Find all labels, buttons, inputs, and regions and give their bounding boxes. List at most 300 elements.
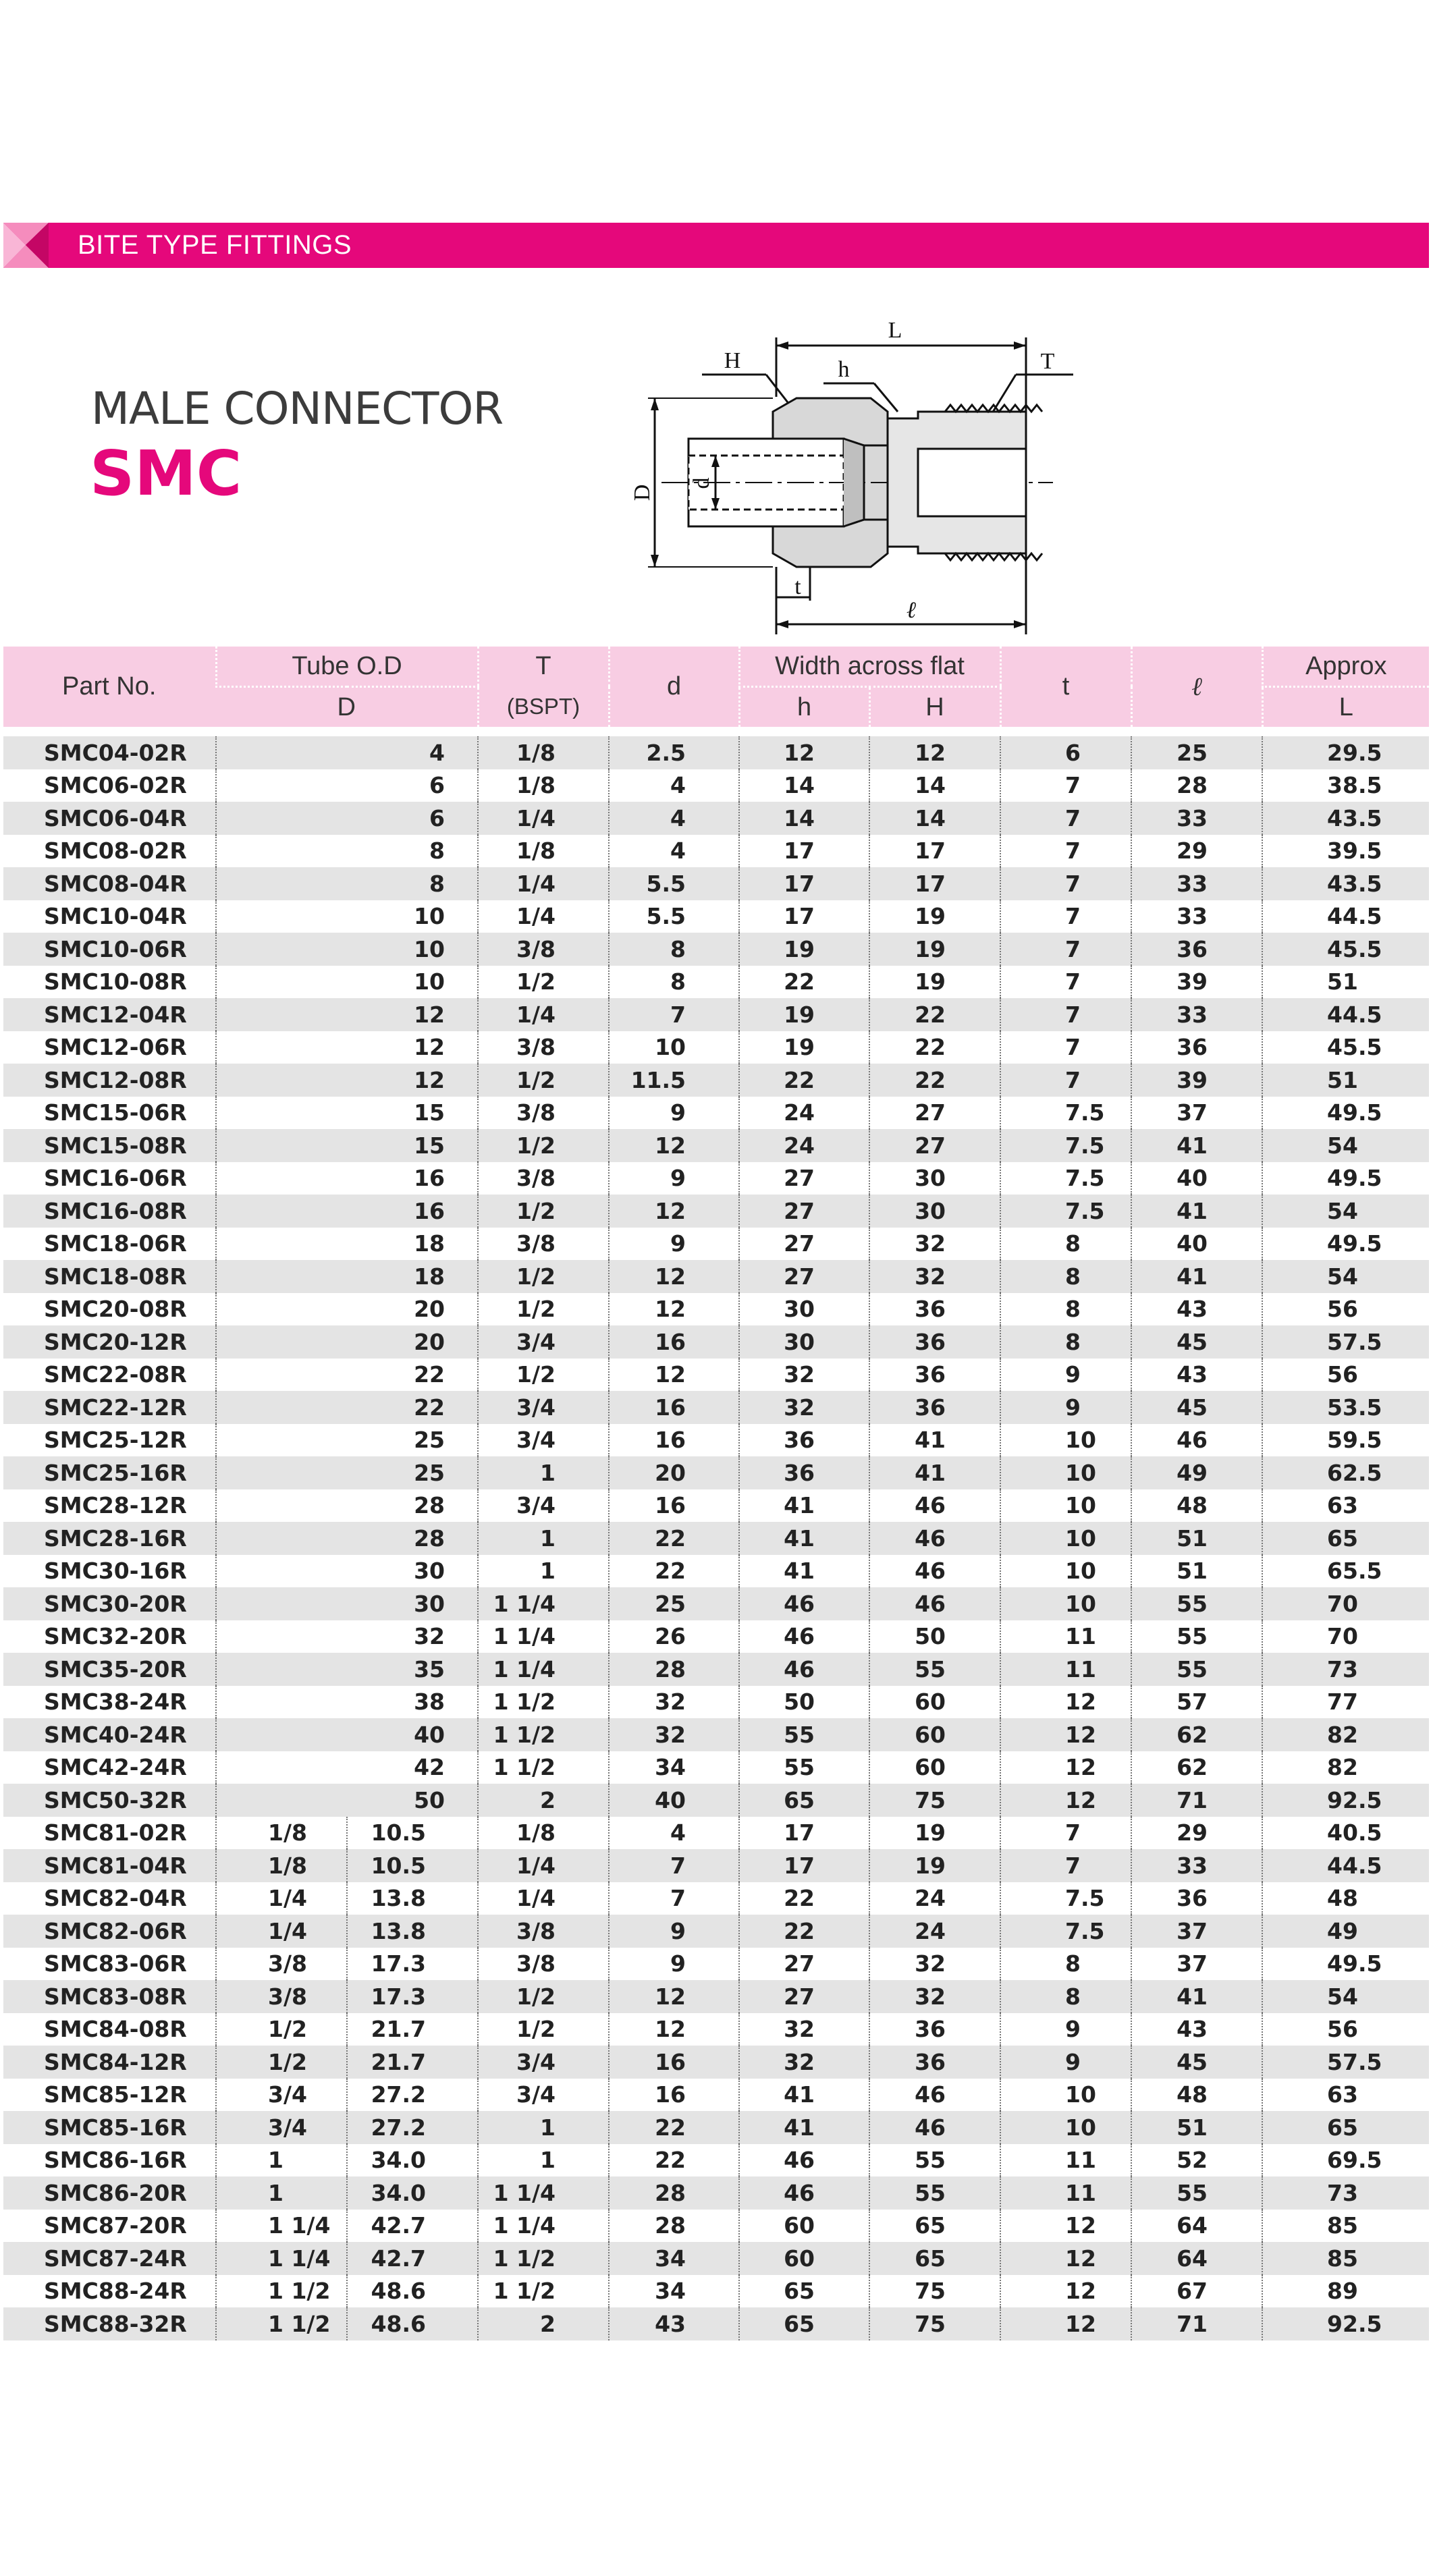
cell-thread-bspt: 1 1/2 [478,2275,609,2308]
dim-h-label: h [838,357,850,382]
cell-tube-od-inch: 1 [216,2144,347,2177]
cell-ell: 40 [1131,1228,1262,1261]
dim-D-label: D [630,484,655,501]
cell-ell: 33 [1131,998,1262,1031]
cell-flat-H: 30 [869,1195,1000,1228]
table-row [3,2111,1429,2144]
table-header-row-1 [3,647,1429,687]
cell-flat-H: 19 [869,966,1000,999]
cell-bore-d: 9 [609,1915,739,1948]
cell-flat-h: 46 [739,2176,869,2210]
cell-flat-H: 65 [869,2210,1000,2243]
cell-approx-L: 49.5 [1262,1948,1429,1981]
cell-tube-od: 12 [216,1031,478,1064]
cell-tube-od: 30 [216,1587,478,1620]
cell-bore-d: 4 [609,835,739,868]
cell-thread-bspt: 1 [478,1555,609,1588]
cell-part-no: SMC84-12R [3,2046,216,2079]
cell-flat-h: 19 [739,1031,869,1064]
cell-tube-od-mm: 13.8 [347,1915,478,1948]
table-row [3,900,1429,933]
cell-tube-od-mm: 48.6 [347,2307,478,2340]
cell-ell: 41 [1131,1980,1262,2013]
cell-tube-od: 50 [216,1784,478,1817]
cell-ell: 55 [1131,1620,1262,1653]
table-row [3,1948,1429,1981]
cell-t: 7.5 [1000,1129,1131,1162]
header-t-bspt: (BSPT) [478,687,609,728]
cell-ell: 46 [1131,1424,1262,1457]
cell-thread-bspt: 1 1/2 [478,2242,609,2275]
cell-thread-bspt: 1/4 [478,900,609,933]
cell-flat-h: 12 [739,736,869,769]
cell-ell: 33 [1131,900,1262,933]
cell-bore-d: 32 [609,1718,739,1751]
cell-approx-L: 54 [1262,1195,1429,1228]
cell-tube-od-inch: 1 1/4 [216,2242,347,2275]
table-row [3,966,1429,999]
cell-approx-L: 51 [1262,966,1429,999]
cell-thread-bspt: 1 1/2 [478,1686,609,1719]
dim-ell-label: ℓ [906,598,917,623]
cell-thread-bspt: 1/2 [478,2013,609,2046]
cell-flat-H: 55 [869,2144,1000,2177]
cell-ell: 36 [1131,1031,1262,1064]
cell-approx-L: 57.5 [1262,1325,1429,1359]
cell-part-no: SMC15-06R [3,1097,216,1130]
cell-bore-d: 34 [609,2275,739,2308]
cell-approx-L: 44.5 [1262,1849,1429,1882]
cell-tube-od-mm: 10.5 [347,1817,478,1850]
cell-t: 10 [1000,2079,1131,2112]
header-tube-od: Tube O.D [216,647,478,687]
cell-flat-H: 17 [869,867,1000,900]
cell-thread-bspt: 3/4 [478,1424,609,1457]
cell-bore-d: 4 [609,1817,739,1850]
cell-t: 8 [1000,1948,1131,1981]
cell-approx-L: 69.5 [1262,2144,1429,2177]
cell-thread-bspt: 3/4 [478,1489,609,1523]
table-row [3,1555,1429,1588]
cell-ell: 71 [1131,2307,1262,2340]
cell-part-no: SMC10-08R [3,966,216,999]
table-row [3,2176,1429,2210]
cell-flat-h: 46 [739,2144,869,2177]
cell-flat-h: 32 [739,1359,869,1392]
banner-title: BITE TYPE FITTINGS [78,230,352,260]
table-row [3,2046,1429,2079]
cell-flat-h: 27 [739,1195,869,1228]
cell-t: 7 [1000,1849,1131,1882]
cell-part-no: SMC82-06R [3,1915,216,1948]
cell-flat-H: 46 [869,1522,1000,1555]
cell-part-no: SMC18-06R [3,1228,216,1261]
cell-flat-H: 41 [869,1456,1000,1489]
cell-flat-h: 19 [739,933,869,966]
cell-t: 9 [1000,1359,1131,1392]
cell-tube-od: 16 [216,1195,478,1228]
cell-thread-bspt: 3/4 [478,2046,609,2079]
cell-flat-h: 41 [739,1555,869,1588]
cell-flat-h: 46 [739,1653,869,1686]
cell-flat-h: 60 [739,2210,869,2243]
cell-tube-od-mm: 17.3 [347,1980,478,2013]
cell-bore-d: 40 [609,1784,739,1817]
cell-approx-L: 54 [1262,1129,1429,1162]
cell-tube-od: 20 [216,1293,478,1326]
cell-tube-od: 28 [216,1489,478,1523]
cell-tube-od: 15 [216,1097,478,1130]
cell-bore-d: 12 [609,1260,739,1293]
cell-approx-L: 51 [1262,1064,1429,1097]
cell-tube-od: 25 [216,1424,478,1457]
table-row [3,998,1429,1031]
cell-tube-od: 12 [216,1064,478,1097]
cell-flat-H: 36 [869,1293,1000,1326]
cell-flat-H: 55 [869,2176,1000,2210]
cell-t: 9 [1000,2046,1131,2079]
cell-t: 10 [1000,1522,1131,1555]
cell-approx-L: 92.5 [1262,2307,1429,2340]
cell-thread-bspt: 1 1/2 [478,1718,609,1751]
cell-bore-d: 12 [609,1195,739,1228]
header-approx: Approx [1262,647,1429,687]
cell-t: 7 [1000,998,1131,1031]
cell-approx-L: 73 [1262,1653,1429,1686]
cell-part-no: SMC16-06R [3,1162,216,1195]
cell-flat-h: 17 [739,1817,869,1850]
cell-t: 7.5 [1000,1097,1131,1130]
cell-approx-L: 65.5 [1262,1555,1429,1588]
cell-bore-d: 12 [609,2013,739,2046]
cell-part-no: SMC28-16R [3,1522,216,1555]
cell-approx-L: 59.5 [1262,1424,1429,1457]
table-row [3,769,1429,802]
dim-t-label: t [794,574,801,599]
cell-ell: 64 [1131,2210,1262,2243]
cell-thread-bspt: 1/8 [478,835,609,868]
cell-part-no: SMC85-12R [3,2079,216,2112]
cell-thread-bspt: 1 1/4 [478,2210,609,2243]
cell-part-no: SMC87-20R [3,2210,216,2243]
table-row [3,1784,1429,1817]
table-row [3,1653,1429,1686]
cell-flat-H: 22 [869,1031,1000,1064]
cell-ell: 48 [1131,1489,1262,1523]
cell-tube-od: 38 [216,1686,478,1719]
spec-table-body [3,736,1429,2340]
cell-bore-d: 22 [609,2111,739,2144]
cell-ell: 71 [1131,1784,1262,1817]
cell-tube-od-inch: 1/4 [216,1915,347,1948]
cell-t: 11 [1000,1620,1131,1653]
cell-tube-od-mm: 34.0 [347,2144,478,2177]
cell-thread-bspt: 1/8 [478,769,609,802]
cell-thread-bspt: 3/4 [478,2079,609,2112]
cell-flat-H: 46 [869,1555,1000,1588]
cell-part-no: SMC40-24R [3,1718,216,1751]
cell-bore-d: 4 [609,769,739,802]
cell-t: 12 [1000,2242,1131,2275]
cell-part-no: SMC83-08R [3,1980,216,2013]
cell-part-no: SMC10-04R [3,900,216,933]
cell-tube-od-mm: 27.2 [347,2111,478,2144]
cell-part-no: SMC10-06R [3,933,216,966]
table-row [3,1391,1429,1424]
cell-flat-H: 75 [869,2307,1000,2340]
table-row [3,1228,1429,1261]
cell-flat-H: 27 [869,1097,1000,1130]
cell-flat-h: 14 [739,769,869,802]
cell-t: 7 [1000,1817,1131,1850]
cell-approx-L: 48 [1262,1882,1429,1915]
product-code: SMC [90,437,242,510]
cell-bore-d: 28 [609,1653,739,1686]
cell-flat-H: 60 [869,1686,1000,1719]
cell-bore-d: 2.5 [609,736,739,769]
cell-flat-H: 22 [869,1064,1000,1097]
cell-ell: 43 [1131,1293,1262,1326]
cell-approx-L: 57.5 [1262,2046,1429,2079]
cell-tube-od: 20 [216,1325,478,1359]
cell-thread-bspt: 1/2 [478,1359,609,1392]
cell-ell: 37 [1131,1915,1262,1948]
cell-ell: 25 [1131,736,1262,769]
cell-part-no: SMC16-08R [3,1195,216,1228]
header-d: d [609,647,739,727]
cell-bore-d: 8 [609,933,739,966]
cell-flat-H: 46 [869,1489,1000,1523]
cell-bore-d: 43 [609,2307,739,2340]
cell-ell: 55 [1131,1653,1262,1686]
cell-flat-h: 41 [739,1489,869,1523]
cell-ell: 33 [1131,867,1262,900]
cell-bore-d: 12 [609,1359,739,1392]
cell-flat-h: 27 [739,1162,869,1195]
cell-thread-bspt: 3/4 [478,1325,609,1359]
cell-t: 8 [1000,1228,1131,1261]
header-waf-H: H [869,687,1000,728]
cell-thread-bspt: 2 [478,1784,609,1817]
cell-flat-H: 14 [869,802,1000,835]
cell-bore-d: 16 [609,2079,739,2112]
table-row [3,1882,1429,1915]
cell-t: 12 [1000,2210,1131,2243]
cell-t: 7.5 [1000,1915,1131,1948]
cell-bore-d: 16 [609,1489,739,1523]
cell-flat-H: 14 [869,769,1000,802]
cell-flat-h: 50 [739,1686,869,1719]
cell-flat-H: 50 [869,1620,1000,1653]
table-row [3,1686,1429,1719]
cell-ell: 33 [1131,802,1262,835]
cell-tube-od: 10 [216,933,478,966]
cell-thread-bspt: 3/8 [478,1097,609,1130]
banner-triangle-icon [3,223,49,268]
cell-t: 12 [1000,2307,1131,2340]
cell-thread-bspt: 3/4 [478,1391,609,1424]
cell-ell: 51 [1131,1555,1262,1588]
cell-tube-od-inch: 1 1/4 [216,2210,347,2243]
cell-tube-od-mm: 48.6 [347,2275,478,2308]
cell-flat-H: 19 [869,933,1000,966]
table-row [3,2242,1429,2275]
cell-t: 12 [1000,1751,1131,1784]
cell-flat-H: 22 [869,998,1000,1031]
cell-bore-d: 5.5 [609,867,739,900]
cell-thread-bspt: 2 [478,2307,609,2340]
cell-thread-bspt: 3/8 [478,1031,609,1064]
table-row [3,1587,1429,1620]
cell-flat-H: 36 [869,1391,1000,1424]
cell-ell: 33 [1131,1849,1262,1882]
cell-approx-L: 73 [1262,2176,1429,2210]
cell-bore-d: 9 [609,1097,739,1130]
cell-tube-od-mm: 17.3 [347,1948,478,1981]
cell-t: 9 [1000,2013,1131,2046]
cell-flat-h: 32 [739,1391,869,1424]
cell-flat-H: 19 [869,1849,1000,1882]
cell-ell: 51 [1131,2111,1262,2144]
cell-tube-od-inch: 1/8 [216,1817,347,1850]
cell-approx-L: 82 [1262,1718,1429,1751]
cell-tube-od: 8 [216,835,478,868]
cell-thread-bspt: 1/2 [478,1129,609,1162]
cell-bore-d: 4 [609,802,739,835]
cell-part-no: SMC35-20R [3,1653,216,1686]
table-row [3,1031,1429,1064]
cell-part-no: SMC84-08R [3,2013,216,2046]
cell-approx-L: 45.5 [1262,1031,1429,1064]
cell-thread-bspt: 1/2 [478,1195,609,1228]
cell-tube-od: 10 [216,900,478,933]
cell-t: 10 [1000,1489,1131,1523]
cell-flat-H: 19 [869,900,1000,933]
cell-t: 10 [1000,1555,1131,1588]
cell-flat-h: 32 [739,2046,869,2079]
cell-ell: 45 [1131,1391,1262,1424]
table-row [3,933,1429,966]
cell-bore-d: 16 [609,1424,739,1457]
table-row [3,1751,1429,1784]
cell-ell: 67 [1131,2275,1262,2308]
cell-approx-L: 56 [1262,1359,1429,1392]
cell-t: 8 [1000,1980,1131,2013]
cell-tube-od: 4 [216,736,478,769]
cell-part-no: SMC25-12R [3,1424,216,1457]
cell-tube-od-inch: 3/4 [216,2111,347,2144]
cell-tube-od: 22 [216,1359,478,1392]
cell-bore-d: 9 [609,1162,739,1195]
cell-flat-h: 17 [739,867,869,900]
cell-tube-od-inch: 1/8 [216,1849,347,1882]
cell-approx-L: 45.5 [1262,933,1429,966]
cell-t: 12 [1000,1718,1131,1751]
cell-ell: 43 [1131,2013,1262,2046]
cell-part-no: SMC20-12R [3,1325,216,1359]
cell-thread-bspt: 1/8 [478,736,609,769]
cell-flat-H: 46 [869,1587,1000,1620]
cell-ell: 41 [1131,1260,1262,1293]
cell-approx-L: 56 [1262,2013,1429,2046]
cell-thread-bspt: 1/2 [478,1260,609,1293]
cell-approx-L: 77 [1262,1686,1429,1719]
cell-flat-h: 46 [739,1587,869,1620]
cell-flat-h: 65 [739,1784,869,1817]
cell-flat-H: 24 [869,1915,1000,1948]
cell-ell: 64 [1131,2242,1262,2275]
cell-bore-d: 12 [609,1129,739,1162]
header-approx-L: L [1262,687,1429,728]
cell-ell: 45 [1131,1325,1262,1359]
cell-ell: 62 [1131,1751,1262,1784]
cell-flat-H: 32 [869,1980,1000,2013]
cell-approx-L: 54 [1262,1260,1429,1293]
cell-ell: 40 [1131,1162,1262,1195]
cell-thread-bspt: 1/4 [478,1849,609,1882]
cell-part-no: SMC81-02R [3,1817,216,1850]
cell-tube-od-mm: 34.0 [347,2176,478,2210]
cell-ell: 48 [1131,2079,1262,2112]
cell-flat-h: 65 [739,2307,869,2340]
cell-flat-H: 27 [869,1129,1000,1162]
cell-thread-bspt: 1/2 [478,966,609,999]
header-t: t [1000,647,1131,727]
cell-flat-H: 24 [869,1882,1000,1915]
cell-t: 12 [1000,1686,1131,1719]
cell-flat-H: 65 [869,2242,1000,2275]
cell-ell: 36 [1131,1882,1262,1915]
cell-thread-bspt: 1 1/4 [478,1653,609,1686]
cell-flat-h: 41 [739,2111,869,2144]
cell-flat-H: 75 [869,1784,1000,1817]
cell-approx-L: 43.5 [1262,802,1429,835]
cell-part-no: SMC81-04R [3,1849,216,1882]
table-row [3,1620,1429,1653]
table-row [3,1718,1429,1751]
cell-part-no: SMC18-08R [3,1260,216,1293]
cell-tube-od-inch: 1/2 [216,2046,347,2079]
table-row [3,1522,1429,1555]
cell-t: 7 [1000,867,1131,900]
cell-t: 8 [1000,1293,1131,1326]
table-row [3,1195,1429,1228]
cell-approx-L: 38.5 [1262,769,1429,802]
header-part-no: Part No. [3,647,216,727]
cell-ell: 39 [1131,1064,1262,1097]
table-row [3,802,1429,835]
cell-thread-bspt: 1/8 [478,1817,609,1850]
cell-bore-d: 20 [609,1456,739,1489]
cell-bore-d: 12 [609,1980,739,2013]
cell-part-no: SMC30-16R [3,1555,216,1588]
cell-tube-od-mm: 42.7 [347,2210,478,2243]
cell-approx-L: 54 [1262,1980,1429,2013]
cell-t: 7 [1000,802,1131,835]
cell-tube-od: 32 [216,1620,478,1653]
cell-part-no: SMC28-12R [3,1489,216,1523]
cell-t: 7.5 [1000,1882,1131,1915]
cell-t: 12 [1000,1784,1131,1817]
cell-part-no: SMC12-08R [3,1064,216,1097]
cell-part-no: SMC83-06R [3,1948,216,1981]
cell-flat-h: 27 [739,1948,869,1981]
cell-ell: 55 [1131,2176,1262,2210]
cell-flat-H: 36 [869,2046,1000,2079]
cell-t: 8 [1000,1325,1131,1359]
cell-bore-d: 5.5 [609,900,739,933]
cell-part-no: SMC22-12R [3,1391,216,1424]
